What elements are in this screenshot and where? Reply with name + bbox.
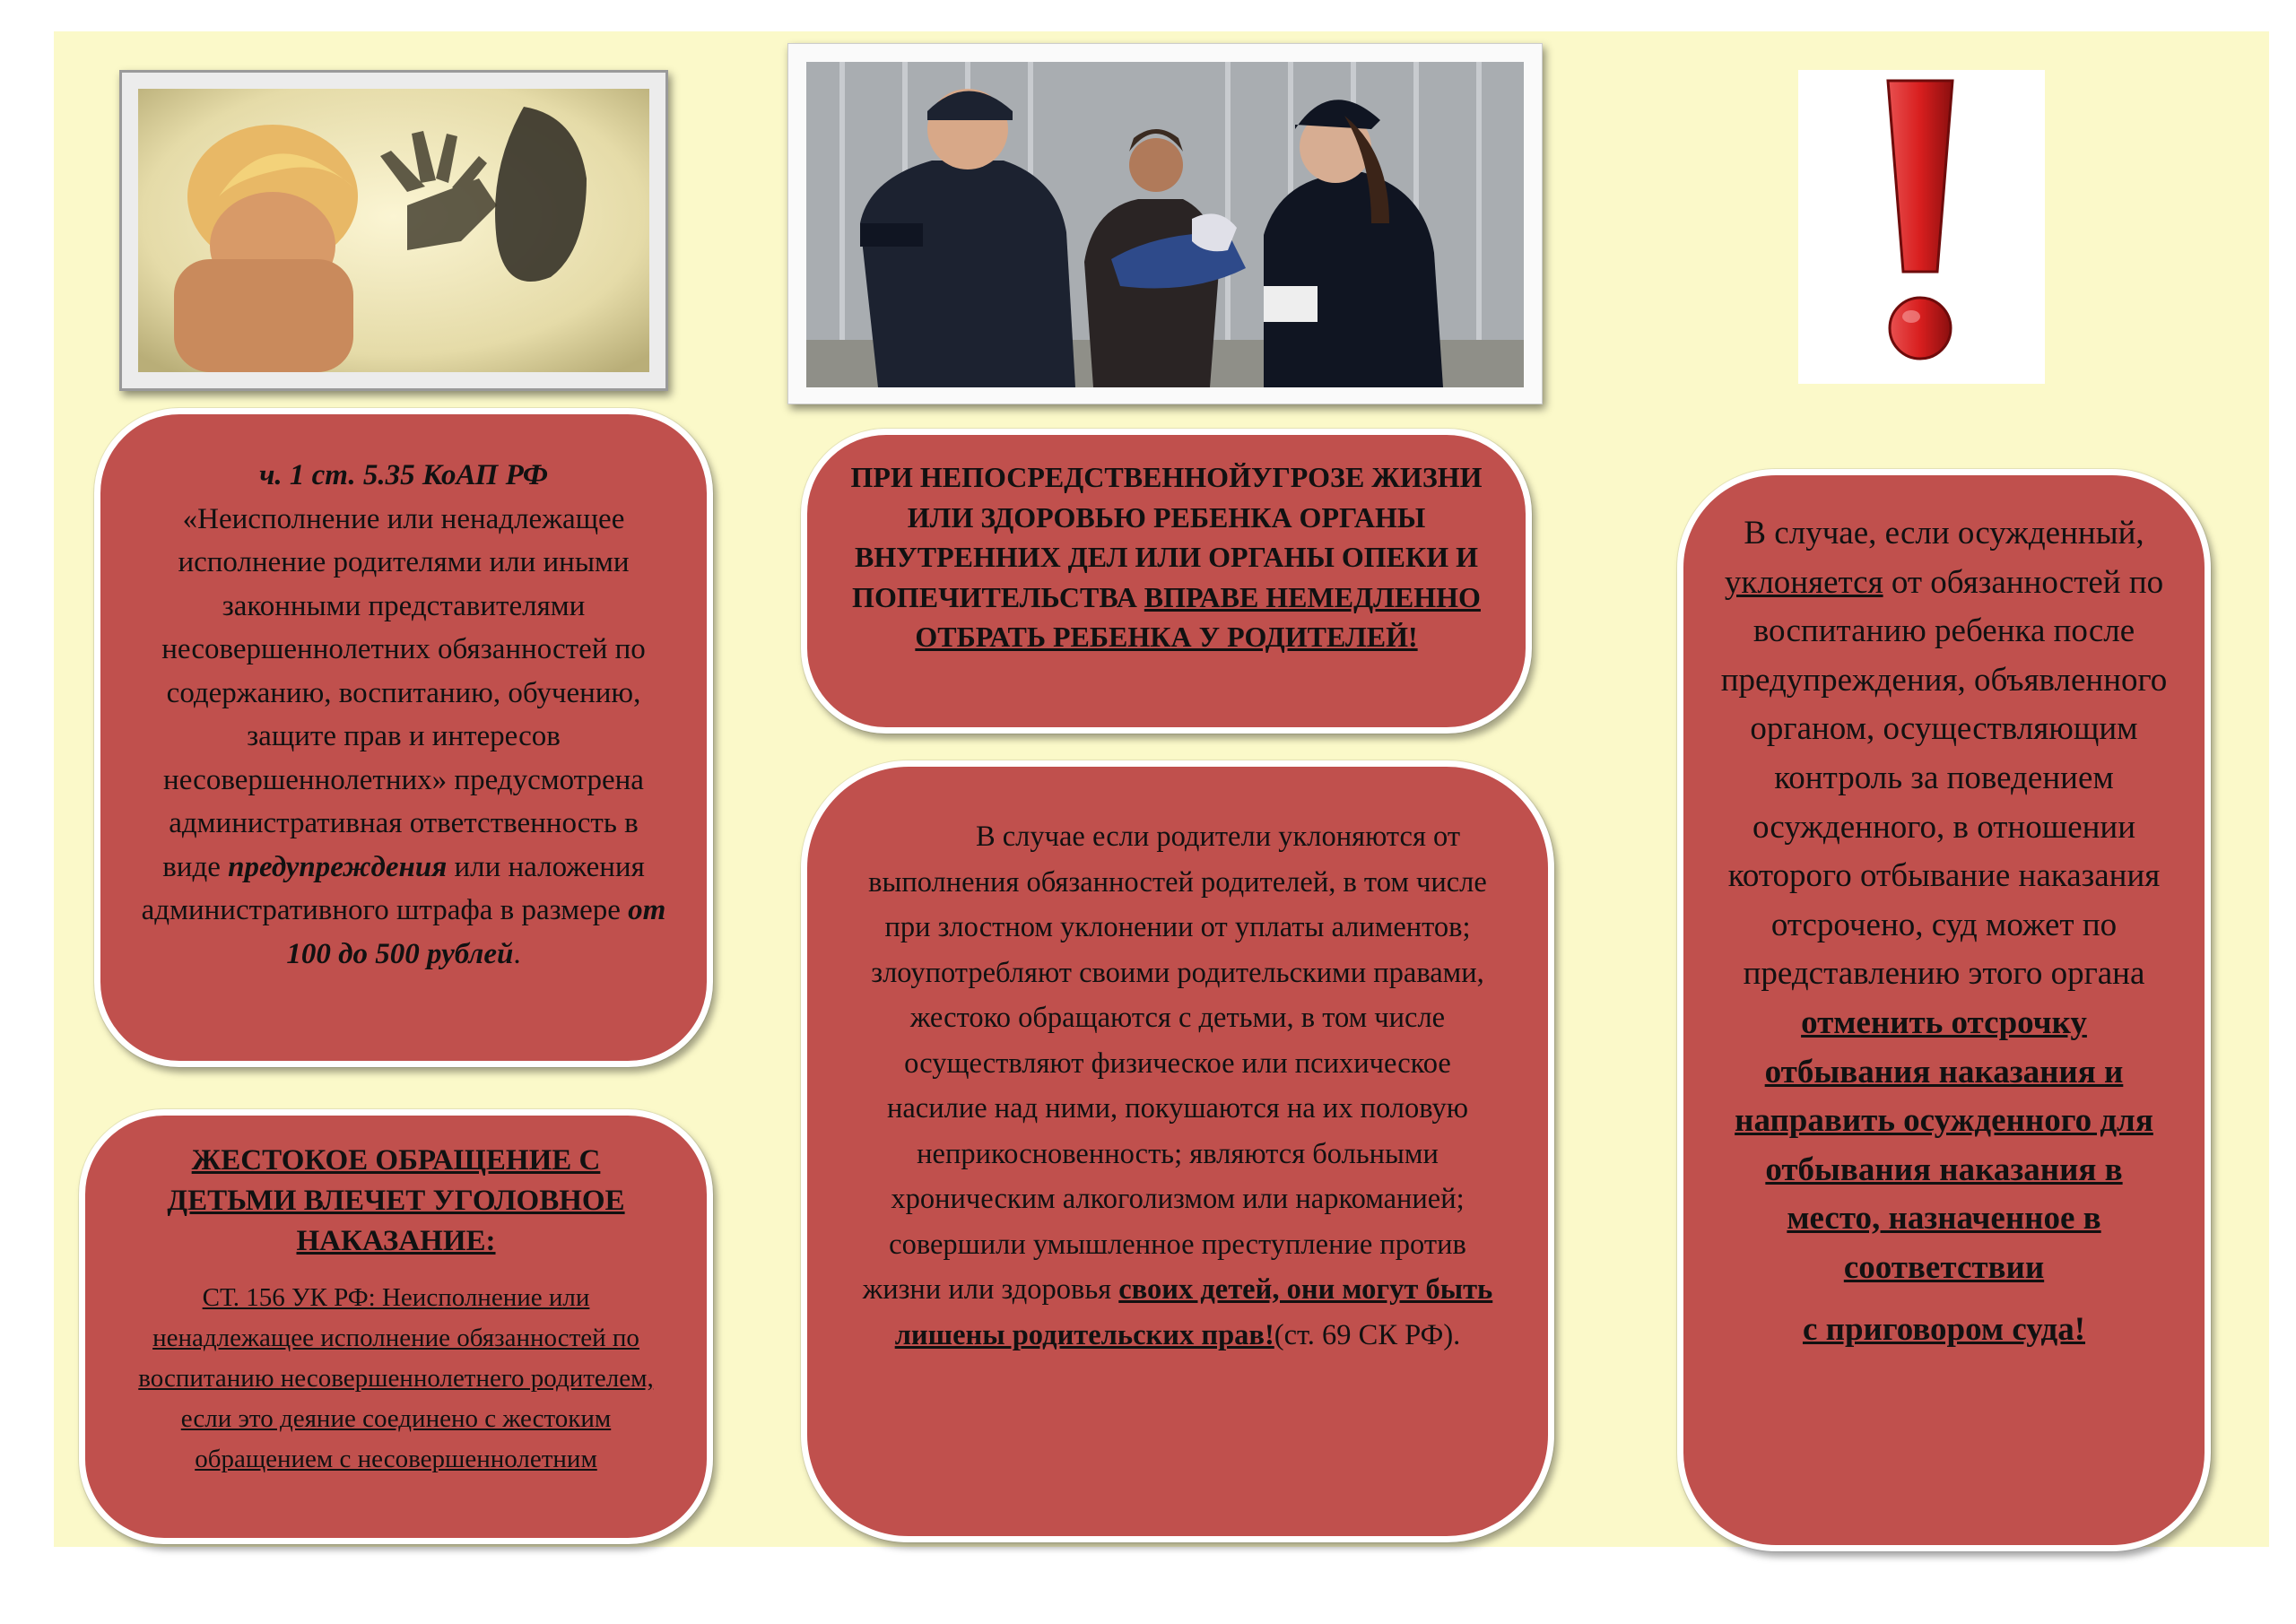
deprivation-emphasis: своих детей, они могут быть лишены родительских прав!	[894, 1273, 1493, 1351]
warning-term: предупреждения	[228, 850, 448, 883]
deferred-sentence-box	[1677, 469, 2211, 1551]
uk-article-156-text: СТ. 156 УК РФ: Неисполнение или ненадлежащее исполнение обязанностей по воспитанию несовершеннолетнего родителем, если это деяние соединено с жестоким обращением с несовершеннолетним	[138, 1283, 654, 1473]
exclamation-icon	[1798, 70, 2045, 384]
criminal-liability-heading: ЖЕСТОКОЕ ОБРАЩЕНИЕ С ДЕТЬМИ ВЛЕЧЕТ УГОЛОВНОЕ НАКАЗАНИЕ:	[167, 1144, 625, 1257]
deprivation-of-rights-box	[801, 760, 1554, 1542]
koap-article-title: ч. 1 ст. 5.35 КоАП РФ	[259, 459, 548, 491]
deferred-text-b: от обязанностей по воспитанию ребенка после предупреждения, объявленного органом, осуществляющим контроль за поведением осужденного, в отношении которого отбывание наказания отсрочено, суд может по представлению этого органа	[1720, 563, 2168, 993]
child-violence-photo	[119, 70, 668, 391]
immediate-threat-box	[801, 429, 1532, 734]
fine-amount: от 100 до 500 рублей	[286, 894, 666, 970]
court-sentence-line: с приговором суда!	[1802, 1310, 2086, 1348]
immediate-threat-text: ПРИ НЕПОСРЕДСТВЕННОЙУГРОЗЕ ЖИЗНИ ИЛИ ЗДОРОВЬЮ РЕБЕНКА ОРГАНЫ ВНУТРЕННИХ ДЕЛ ИЛИ ОРГАНЫ ОПЕКИ И ПОПЕЧИТЕЛЬСТВА	[850, 461, 1483, 613]
fine-text: или наложения административного штрафа в размере	[141, 850, 645, 926]
deferred-emphasis: отменить отсрочку отбывания наказания и направить осужденного для отбывания наказания в место, назначенное в соответствии	[1735, 1003, 2153, 1286]
koap-article-text: «Неисполнение или ненадлежащее исполнение родителями или иными законными представителями несовершеннолетних обязанностей по содержанию, воспитанию, обучению, защите прав и интересов несовершеннолетних» предусмотрена административная ответственность в виде	[161, 502, 646, 883]
deprivation-text: В случае если родители уклоняются от выполнения обязанностей родителей, в том числе при злостном уклонении от уплаты алиментов; злоупотребляют своими родительскими правами, жестоко обращаются с детьми, в том числе осуществляют физическое или психическое насилие над ними, покушаются на их половую неприкосновенность; являются больными хроническим алкоголизмом или наркоманией; совершили умышленное преступление против жизни или здоровья	[862, 821, 1487, 1306]
deferred-text-a: В случае, если осужденный,	[1744, 515, 2144, 551]
administrative-liability-box: ч. 1 ст. 5.35 КоАП РФ «Неисполнение или ненадлежащее исполнение родителями или иными законными представителями несовершеннолетних обязанностей по содержанию, воспитанию, обучению, защите прав и интересов несовершеннолетних» предусмотрена административная ответственность в виде предупреждения или наложения административного штрафа в размере от 100 до 500 рублей.	[94, 408, 713, 1067]
evades-term: уклоняется	[1724, 563, 1883, 601]
sk-article-ref: (ст. 69 СК РФ).	[1274, 1318, 1461, 1351]
criminal-liability-box	[79, 1109, 713, 1544]
police-photo	[787, 43, 1543, 404]
immediate-threat-emphasis: ВПРАВЕ НЕМЕДЛЕННО ОТБРАТЬ РЕБЕНКА У РОДИТЕЛЕЙ!	[915, 580, 1481, 653]
